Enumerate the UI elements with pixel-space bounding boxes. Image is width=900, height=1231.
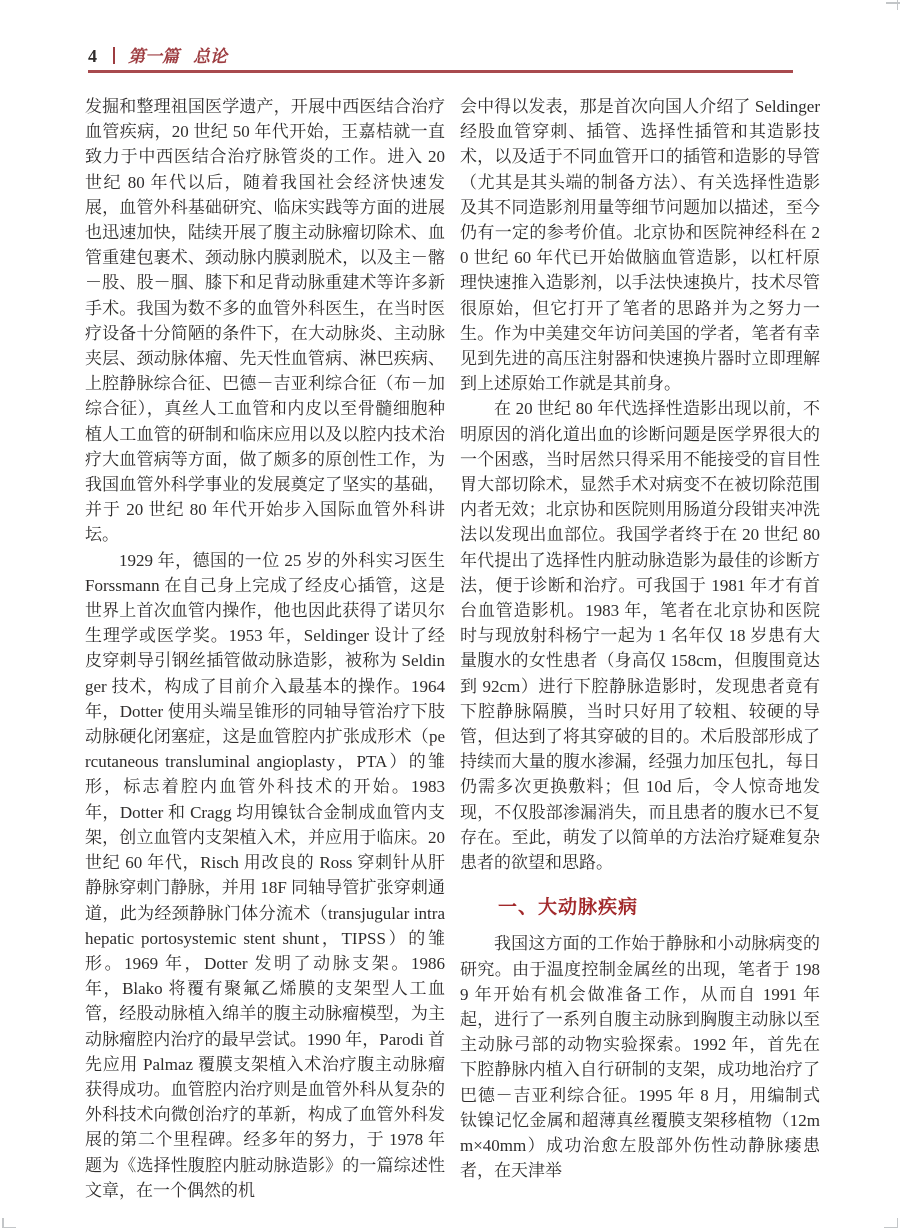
page-header — [88, 42, 793, 67]
crop-mark-bottom-right — [884, 1218, 898, 1228]
part-title: 总论 — [193, 47, 227, 66]
paragraph: 我国这方面的工作始于静脉和小动脉病变的研究。由于温度控制金属丝的出现，笔者于 1989 年开始有机会做准备工作，从而自 1991 年起，进行了一系列自腹主动脉到胸腹主动脉以至主动脉弓部的动物实验探索。1992 年，首先在下腔静脉内植入自行研制的支架，成功地治疗了巴德－吉亚利综合征。1995 年 8 月，用编制式钛镍记忆金属和超薄真丝覆膜支架移植物（12mm×40mm）成功治愈左股部外伤性动静脉瘘患者，在天津举 — [460, 934, 820, 1181]
paragraph: 发掘和整理祖国医学遗产，开展中西医结合治疗血管疾病，20 世纪 50 年代开始，王嘉桔就一直致力于中西医结合治疗脉管炎的工作。进入 20 世纪 80 年代以后，随着我国社会经济快速发展，血管外科基础研究、临床实践等方面的进展也迅速加快，陆续开展了腹主动脉瘤切除术、血管重建包裹术、颈动脉内膜剥脱术，以及主－髂－股、股－腘、膝下和足背动脉重建术等许多新手术。我国为数不多的血管外科医生，在当时医疗设备十分简陋的条件下，在大动脉炎、主动脉夹层、颈动脉体瘤、先天性血管病、淋巴疾病、上腔静脉综合征、巴德－吉亚利综合征（布－加综合征），真丝人工血管和内皮以至骨髓细胞种植人工血管的研制和临床应用以及以腔内技术治疗大血管病等方面，做了颇多的原创性工作，为我国血管外科学事业的发展奠定了坚实的基础，并于 20 世纪 80 年代开始步入国际血管外科讲坛。 — [85, 97, 445, 545]
crop-mark-top-right — [886, 0, 900, 10]
page-body — [85, 94, 820, 1203]
paragraph: 在 20 世纪 80 年代选择性造影出现以前，不明原因的消化道出血的诊断问题是医学界很大的一个困惑，当时居然只得采用不能接受的盲目性胃大部切除术，显然手术对病变不在被切除范围内者无效；北京协和医院则用肠道分段钳夹冲洗法以发现出血部位。我国学者终于在 20 世纪 80 年代提出了选择性内脏动脉造影为最佳的诊断方法，便于诊断和治疗。可我国于 1981 年才有首台血管造影机。1983 年，笔者在北京协和医院时与现放射科杨宁一起为 1 名年仅 18 岁患有大量腹水的女性患者（身高仅 158cm，但腹围竟达到 92cm）进行下腔静脉造影时，发现患者竟有下腔静脉隔膜，当时只好用了较粗、较硬的导管，但达到了将其穿破的目的。术后股部形成了持续而大量的腹水渗漏，经强力加压包扎，每日仍需多次更换敷料；但 10d 后，令人惊奇地发现，不仅股部渗漏消失，而且患者的腹水已不复存在。至此，萌发了以简单的方法治疗疑难复杂患者的欲望和思路。 — [460, 399, 820, 873]
part-label: 第一篇 — [128, 47, 179, 66]
left-column — [85, 94, 445, 1203]
right-column — [460, 94, 820, 1203]
section-heading: 一、大动脉疾病 — [498, 897, 639, 919]
crop-mark-bottom-left — [2, 1218, 16, 1228]
header-divider — [113, 47, 115, 64]
paragraph: 会中得以发表，那是首次向国人介绍了 Seldinger 经股血管穿刺、插管、选择性插管和其造影技术，以及适于不同血管开口的插管和造影的导管（尤其是其头端的制备方法）、有关选择性造影及其不同造影剂用量等细节问题加以描述，至今仍有一定的参考价值。北京协和医院神经科在 20 世纪 60 年代已开始做脑血管造影，以杠杆原理快速推入造影剂，以手法快速换片，技术尽管很原始，但它打开了笔者的思路并为之努力一生。作为中美建交年访问美国的学者，笔者有幸见到先进的高压注射器和快速换片器时立即理解到上述原始工作就是其前身。 — [460, 97, 820, 394]
header-rule — [88, 70, 793, 73]
paragraph: 1929 年，德国的一位 25 岁的外科实习医生 Forssmann 在自己身上完成了经皮心插管，这是世界上首次血管内操作，他也因此获得了诺贝尔生理学或医学奖。1953 年，Seldinger 设计了经皮穿刺导引钢丝插管做动脉造影，被称为 Seldinger 技术，构成了目前介入最基本的操作。1964 年，Dotter 使用头端呈锥形的同轴导管治疗下肢动脉硬化闭塞症，这是血管腔内扩张成形术（percutaneous transluminal angioplasty，PTA）的雏形，标志着腔内血管外科技术的开始。1983 年，Dotter 和 Cragg 均用镍钛合金制成血管内支架，创立血管内支架植入术，并应用于临床。20 世纪 60 年代，Risch 用改良的 Ross 穿刺针从肝静脉穿刺门静脉，并用 18F 同轴导管扩张穿刺通道，此为经颈静脉门体分流术（transjugular intrahepatic portosystemic stent shunt，TIPSS）的雏形。1969 年，Dotter 发明了动脉支架。1986 年，Blako 将覆有聚氟乙烯膜的支架型人工血管，经股动脉植入绵羊的腹主动脉瘤模型，为主动脉瘤腔内治疗的最早尝试。1990 年，Parodi 首先应用 Palmaz 覆膜支架植入术治疗腹主动脉瘤获得成功。血管腔内治疗则是血管外科从复杂的外科技术向微创治疗的革新，构成了血管外科发展的第二个里程碑。经多年的努力，于 1978 年题为《选择性腹腔内脏动脉造影》的一篇综述性文章，在一个偶然的机 — [85, 550, 445, 1200]
page-number: 4 — [88, 46, 97, 66]
